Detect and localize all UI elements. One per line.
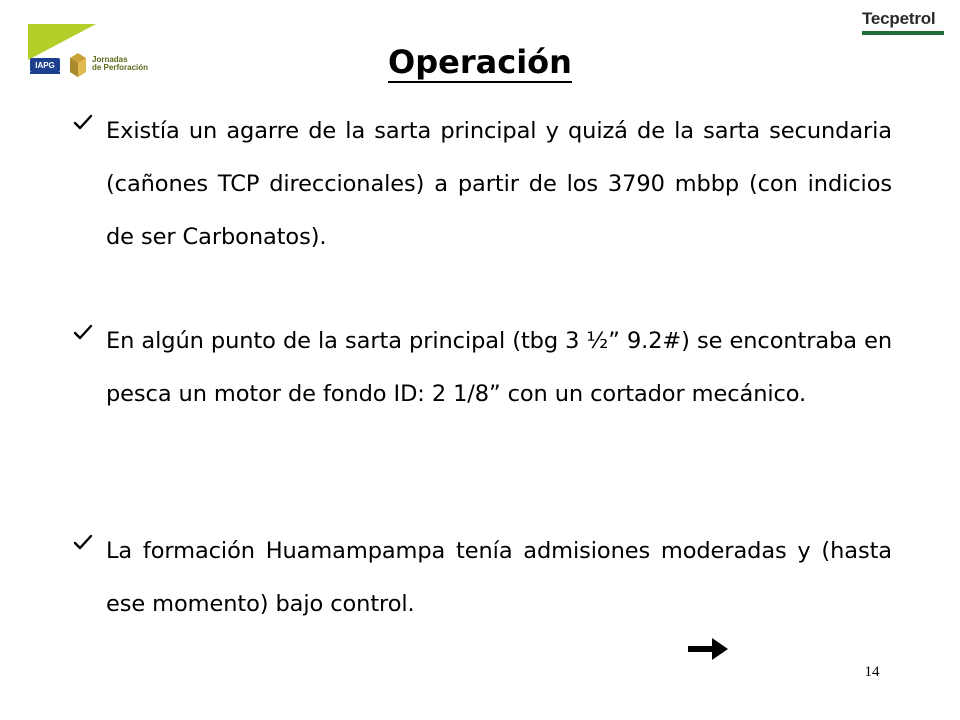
slide-title: Operación (388, 43, 572, 81)
tecpetrol-logo (862, 8, 944, 38)
jornadas-logo-line2: de Perforación (92, 63, 149, 72)
jornadas-logo-line1: Jornadas (92, 55, 128, 64)
bullet-text: En algún punto de la sarta principal (tbg 3 ½” 9.2#) se encontraba en pesca un motor de fondo ID: 2 1/8” con un cortador mecánico. (106, 328, 892, 407)
tecpetrol-logo-text: Tecpetrol (862, 9, 936, 28)
arrow-right-icon[interactable] (688, 636, 728, 662)
tecpetrol-logo-bar (862, 31, 944, 35)
bullet-item (72, 105, 892, 264)
page-number: 14 (864, 664, 880, 680)
bullet-item (72, 525, 892, 631)
check-icon (72, 321, 94, 343)
bullet-text: La formación Huamampampa tenía admisiones moderadas y (hasta ese momento) bajo control. (106, 538, 892, 617)
check-icon (72, 531, 94, 553)
check-icon (72, 111, 94, 133)
bullet-text: Existía un agarre de la sarta principal y quizá de la sarta secundaria (cañones TCP direccionales) a partir de los 3790 mbbp (con indicios de ser Carbonatos). (106, 118, 892, 250)
bullet-item (72, 315, 892, 421)
iapg-badge-text: IAPG (35, 61, 55, 70)
